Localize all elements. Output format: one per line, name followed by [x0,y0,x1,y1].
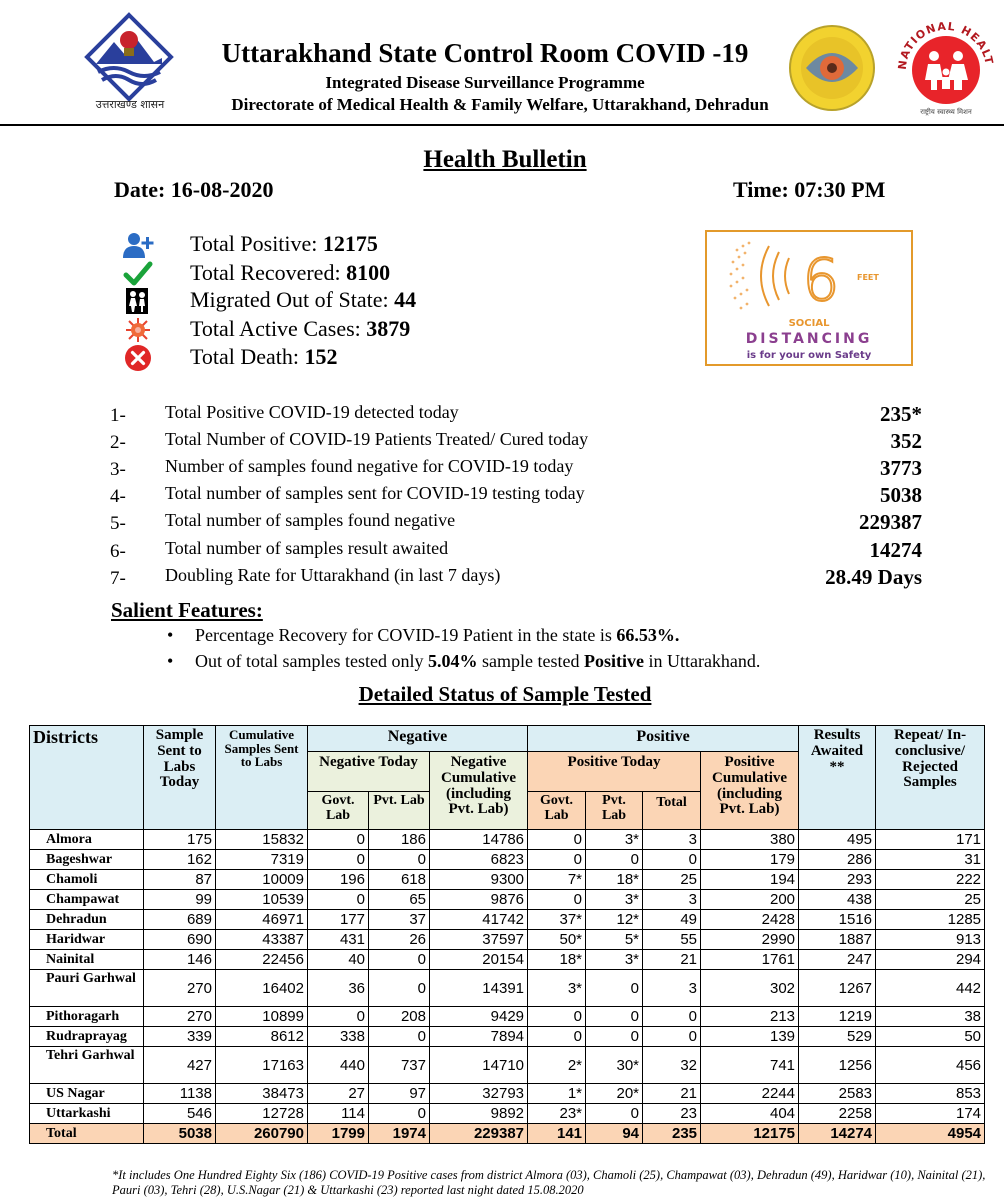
cell-pos-pvt: 0 [586,970,643,1007]
cell-repeat: 174 [876,1104,985,1124]
cell-neg-govt: 1799 [308,1124,369,1144]
svg-text:DISTANCING: DISTANCING [745,331,873,347]
table-row [30,890,985,910]
stat-3-label: Number of samples found negative for COVID-19 today [165,456,574,476]
cell-pos-govt: 50* [528,930,586,950]
district-name-cell: Uttarkashi [30,1104,144,1124]
salient-features-heading: Salient Features: [111,598,263,622]
cell-repeat: 222 [876,870,985,890]
cell-cum-sent: 8612 [216,1027,308,1047]
cell-cum-sent: 46971 [216,910,308,930]
stat-1-label: Total Positive COVID-19 detected today [165,402,459,422]
cell-sent-today: 339 [144,1027,216,1047]
cell-pos-govt: 0 [528,1027,586,1047]
table-row [30,1007,985,1027]
cell-awaited: 286 [799,850,876,870]
cell-pos-total: 0 [643,1007,701,1027]
stat-3-number: 3- [110,459,126,480]
cell-pos-total: 0 [643,850,701,870]
summary-active-cases: Total Active Cases: 3879 [122,316,542,344]
cell-awaited: 1219 [799,1007,876,1027]
cell-cum-sent: 22456 [216,950,308,970]
col-repeat-rejected: Repeat/ In-conclusive/ Rejected Samples [876,726,985,830]
cell-pos-cum: 404 [701,1104,799,1124]
district-name-cell: Champawat [30,890,144,910]
cell-pos-govt: 0 [528,850,586,870]
cell-neg-pvt: 0 [369,950,430,970]
cell-neg-cum: 9892 [430,1104,528,1124]
cell-neg-pvt: 0 [369,1027,430,1047]
bulletin-time: Time: 07:30 PM [733,177,886,202]
cell-cum-sent: 16402 [216,970,308,1007]
migration-icon [122,287,154,315]
col-results-awaited: Results Awaited ** [799,726,876,830]
cell-pos-total: 3 [643,890,701,910]
cell-pos-pvt: 3* [586,950,643,970]
col-negative: Negative [308,726,528,752]
cell-neg-pvt: 0 [369,850,430,870]
cell-pos-total: 0 [643,1027,701,1047]
idsp-logo [788,24,876,112]
col-pos-total: Total [643,792,701,830]
cell-pos-total: 23 [643,1104,701,1124]
cell-awaited: 247 [799,950,876,970]
cell-cum-sent: 38473 [216,1084,308,1104]
svg-text:SOCIAL: SOCIAL [788,318,830,329]
stat-5-value: 229387 [859,510,922,534]
cell-pos-govt: 18* [528,950,586,970]
district-name-cell: Bageshwar [30,850,144,870]
salient-bullet-positivity: • Out of total samples tested only 5.04% sample tested Positive in Uttarakhand. [167,651,761,671]
bulletin-date: Date: 16-08-2020 [114,177,274,202]
cell-neg-govt: 0 [308,890,369,910]
svg-text:6: 6 [802,246,840,314]
col-positive: Positive [528,726,799,752]
table-row [30,1027,985,1047]
summary-migrated: Migrated Out of State: 44 [122,287,542,315]
cell-pos-total: 25 [643,870,701,890]
cell-pos-cum: 380 [701,830,799,850]
cell-pos-pvt: 18* [586,870,643,890]
col-positive-cumulative: Positive Cumulative (including Pvt. Lab) [701,752,799,830]
cell-neg-pvt: 26 [369,930,430,950]
checkmark-icon [122,260,154,288]
cell-neg-pvt: 186 [369,830,430,850]
table-row [30,870,985,890]
cell-neg-govt: 0 [308,1007,369,1027]
cell-pos-govt: 0 [528,890,586,910]
cell-repeat: 25 [876,890,985,910]
stat-7-value: 28.49 Days [825,565,922,589]
cell-repeat: 456 [876,1047,985,1084]
cell-pos-pvt: 0 [586,1007,643,1027]
stat-7-number: 7- [110,568,126,589]
cell-cum-sent: 15832 [216,830,308,850]
district-name-cell: Dehradun [30,910,144,930]
cell-pos-govt: 37* [528,910,586,930]
cell-pos-cum: 12175 [701,1124,799,1144]
cell-pos-cum: 194 [701,870,799,890]
cell-sent-today: 175 [144,830,216,850]
stat-2-value: 352 [890,429,922,453]
cell-cum-sent: 260790 [216,1124,308,1144]
district-name-cell: US Nagar [30,1084,144,1104]
col-districts: Districts [30,726,144,830]
table-row [30,970,985,1007]
cell-sent-today: 427 [144,1047,216,1084]
cell-neg-govt: 0 [308,830,369,850]
cell-pos-cum: 2428 [701,910,799,930]
cell-neg-govt: 27 [308,1084,369,1104]
cell-pos-govt: 7* [528,870,586,890]
cell-neg-govt: 196 [308,870,369,890]
cell-pos-pvt: 12* [586,910,643,930]
cell-neg-govt: 338 [308,1027,369,1047]
cell-sent-today: 1138 [144,1084,216,1104]
cell-pos-govt: 0 [528,830,586,850]
cell-repeat: 50 [876,1027,985,1047]
cell-neg-pvt: 0 [369,970,430,1007]
stat-2-number: 2- [110,432,126,453]
cell-neg-govt: 431 [308,930,369,950]
cell-pos-govt: 2* [528,1047,586,1084]
cell-repeat: 1285 [876,910,985,930]
cell-awaited: 1516 [799,910,876,930]
table-row [30,1047,985,1084]
district-status-table [29,725,985,1144]
cell-pos-cum: 139 [701,1027,799,1047]
cell-awaited: 2583 [799,1084,876,1104]
cell-pos-pvt: 3* [586,830,643,850]
cell-pos-cum: 200 [701,890,799,910]
summary-total-death: Total Death: 152 [122,344,542,372]
cell-pos-total: 32 [643,1047,701,1084]
cell-cum-sent: 12728 [216,1104,308,1124]
cell-pos-total: 3 [643,970,701,1007]
cell-neg-pvt: 37 [369,910,430,930]
cell-sent-today: 270 [144,970,216,1007]
footnote: *It includes One Hundred Eighty Six (186) COVID-19 Positive cases from district Almora (03), Chamoli (25), Champawat (03), Dehradun (49), Haridwar (10), Nainital (21), Pauri (03), Tehri (28), U.S.Nagar (21) & Uttarkashi (23) reported last night dated 15.08.2020 [112,1168,986,1197]
cell-sent-today: 99 [144,890,216,910]
social-distancing-poster [705,230,913,366]
cell-sent-today: 5038 [144,1124,216,1144]
cell-neg-cum: 20154 [430,950,528,970]
stat-6-value: 14274 [869,538,922,562]
cell-pos-pvt: 0 [586,1104,643,1124]
table-row [30,1084,985,1104]
cell-neg-govt: 0 [308,850,369,870]
cell-awaited: 1267 [799,970,876,1007]
cell-pos-total: 235 [643,1124,701,1144]
stat-1-number: 1- [110,405,126,426]
cell-cum-sent: 7319 [216,850,308,870]
table-row [30,950,985,970]
cell-cum-sent: 10539 [216,890,308,910]
cell-sent-today: 690 [144,930,216,950]
cell-pos-cum: 1761 [701,950,799,970]
cell-neg-govt: 36 [308,970,369,1007]
cell-sent-today: 270 [144,1007,216,1027]
table-row [30,930,985,950]
cell-awaited: 1887 [799,930,876,950]
cell-pos-pvt: 20* [586,1084,643,1104]
stat-2-label: Total Number of COVID-19 Patients Treated/ Cured today [165,429,589,449]
table-row [30,1104,985,1124]
summary-total-recovered: Total Recovered: 8100 [122,260,542,288]
cell-neg-cum: 32793 [430,1084,528,1104]
cell-neg-cum: 9300 [430,870,528,890]
cell-pos-govt: 0 [528,1007,586,1027]
cell-pos-pvt: 0 [586,850,643,870]
cell-pos-cum: 2244 [701,1084,799,1104]
stat-6-label: Total number of samples result awaited [165,538,449,558]
stat-7-label: Doubling Rate for Uttarakhand (in last 7 days) [165,565,501,585]
cell-neg-govt: 40 [308,950,369,970]
cell-pos-govt: 1* [528,1084,586,1104]
cell-neg-govt: 114 [308,1104,369,1124]
district-name-cell: Rudraprayag [30,1027,144,1047]
stat-6-number: 6- [110,541,126,562]
col-positive-today: Positive Today [528,752,701,792]
cell-neg-cum: 14710 [430,1047,528,1084]
user-plus-icon [122,231,154,259]
table-row [30,910,985,930]
cell-awaited: 529 [799,1027,876,1047]
cell-neg-pvt: 1974 [369,1124,430,1144]
cell-pos-govt: 141 [528,1124,586,1144]
cell-pos-govt: 3* [528,970,586,1007]
stat-3-value: 3773 [880,456,922,480]
cell-pos-total: 21 [643,1084,701,1104]
cell-awaited: 438 [799,890,876,910]
svg-text:NATIONAL HEALTH MISSION: NATIONAL HEALT [895,19,996,71]
cell-neg-pvt: 208 [369,1007,430,1027]
col-negative-today: Negative Today [308,752,430,792]
cell-pos-cum: 2990 [701,930,799,950]
cell-neg-govt: 177 [308,910,369,930]
col-pos-govt-lab: Govt. Lab [528,792,586,830]
cell-awaited: 293 [799,870,876,890]
cell-cum-sent: 17163 [216,1047,308,1084]
cell-pos-pvt: 30* [586,1047,643,1084]
cell-repeat: 38 [876,1007,985,1027]
stat-4-number: 4- [110,486,126,507]
stat-5-number: 5- [110,513,126,534]
virus-icon [122,316,154,344]
district-name-cell: Nainital [30,950,144,970]
page-title: Uttarakhand State Control Room COVID -19 [221,38,749,68]
cell-repeat: 4954 [876,1124,985,1144]
cell-sent-today: 146 [144,950,216,970]
cell-neg-cum: 41742 [430,910,528,930]
table-row [30,830,985,850]
stat-4-value: 5038 [880,483,922,507]
col-neg-pvt-lab: Pvt. Lab [369,792,430,830]
cell-neg-pvt: 97 [369,1084,430,1104]
district-name-cell: Pithoragarh [30,1007,144,1027]
cell-pos-govt: 23* [528,1104,586,1124]
svg-text:राष्ट्रीय स्वास्थ्य मिशन: राष्ट्रीय स्वास्थ्य मिशन [920,108,972,116]
cell-repeat: 913 [876,930,985,950]
cell-pos-cum: 302 [701,970,799,1007]
cell-sent-today: 87 [144,870,216,890]
cell-pos-total: 49 [643,910,701,930]
govt-logo-caption: उत्तराखण्ड शासन [95,98,165,111]
cell-repeat: 294 [876,950,985,970]
salient-bullet-recovery: • Percentage Recovery for COVID-19 Patient in the state is 66.53%. [167,625,680,645]
page-subtitle-idsp: Integrated Disease Surveillance Programme [325,73,645,92]
cell-pos-cum: 741 [701,1047,799,1084]
detailed-status-heading: Detailed Status of Sample Tested [358,682,652,706]
stat-5-label: Total number of samples found negative [165,510,456,530]
cell-repeat: 31 [876,850,985,870]
cell-cum-sent: 10899 [216,1007,308,1027]
stat-4-label: Total number of samples sent for COVID-19 testing today [165,483,585,503]
col-pos-pvt-lab: Pvt. Lab [586,792,643,830]
cell-neg-cum: 7894 [430,1027,528,1047]
cell-sent-today: 546 [144,1104,216,1124]
col-neg-govt-lab: Govt. Lab [308,792,369,830]
cell-repeat: 171 [876,830,985,850]
cell-neg-cum: 6823 [430,850,528,870]
cell-awaited: 2258 [799,1104,876,1124]
cell-pos-cum: 179 [701,850,799,870]
cell-pos-pvt: 5* [586,930,643,950]
district-name-cell: Chamoli [30,870,144,890]
cell-sent-today: 689 [144,910,216,930]
district-name-cell: Tehri Garhwal [30,1047,144,1084]
page-subtitle-directorate: Directorate of Medical Health & Family Welfare, Uttarakhand, Dehradun [231,95,769,114]
cell-neg-cum: 9429 [430,1007,528,1027]
col-sample-sent-today: Sample Sent to Labs Today [144,726,216,830]
national-health-mission-logo [890,14,1002,122]
district-name-cell: Pauri Garhwal [30,970,144,1007]
cell-awaited: 495 [799,830,876,850]
cross-circle-icon [122,344,154,372]
cell-neg-pvt: 65 [369,890,430,910]
table-row [30,850,985,870]
district-name-cell: Total [30,1124,144,1144]
cell-pos-total: 55 [643,930,701,950]
col-negative-cumulative: Negative Cumulative (including Pvt. Lab) [430,752,528,830]
cell-pos-total: 3 [643,830,701,850]
cell-cum-sent: 10009 [216,870,308,890]
cell-sent-today: 162 [144,850,216,870]
cell-repeat: 853 [876,1084,985,1104]
cell-awaited: 1256 [799,1047,876,1084]
district-name-cell: Haridwar [30,930,144,950]
table-total-row [30,1124,985,1144]
cell-pos-pvt: 94 [586,1124,643,1144]
cell-neg-pvt: 737 [369,1047,430,1084]
cell-neg-cum: 37597 [430,930,528,950]
cell-repeat: 442 [876,970,985,1007]
district-name-cell: Almora [30,830,144,850]
stat-1-value: 235* [880,402,922,426]
header-divider [0,124,1004,126]
summary-total-positive: Total Positive: 12175 [122,231,542,259]
svg-text:FEET: FEET [857,273,879,282]
cell-neg-cum: 229387 [430,1124,528,1144]
cell-neg-pvt: 618 [369,870,430,890]
cell-neg-cum: 14786 [430,830,528,850]
cell-neg-cum: 9876 [430,890,528,910]
cell-pos-cum: 213 [701,1007,799,1027]
cell-cum-sent: 43387 [216,930,308,950]
cell-neg-cum: 14391 [430,970,528,1007]
cell-pos-pvt: 3* [586,890,643,910]
svg-text:is for your own Safety: is for your own Safety [746,350,872,361]
cell-pos-pvt: 0 [586,1027,643,1047]
bulletin-title: Health Bulletin [423,146,587,173]
cell-neg-govt: 440 [308,1047,369,1084]
col-cumulative-sent: Cumulative Samples Sent to Labs [216,726,308,830]
cell-awaited: 14274 [799,1124,876,1144]
cell-neg-pvt: 0 [369,1104,430,1124]
cell-pos-total: 21 [643,950,701,970]
